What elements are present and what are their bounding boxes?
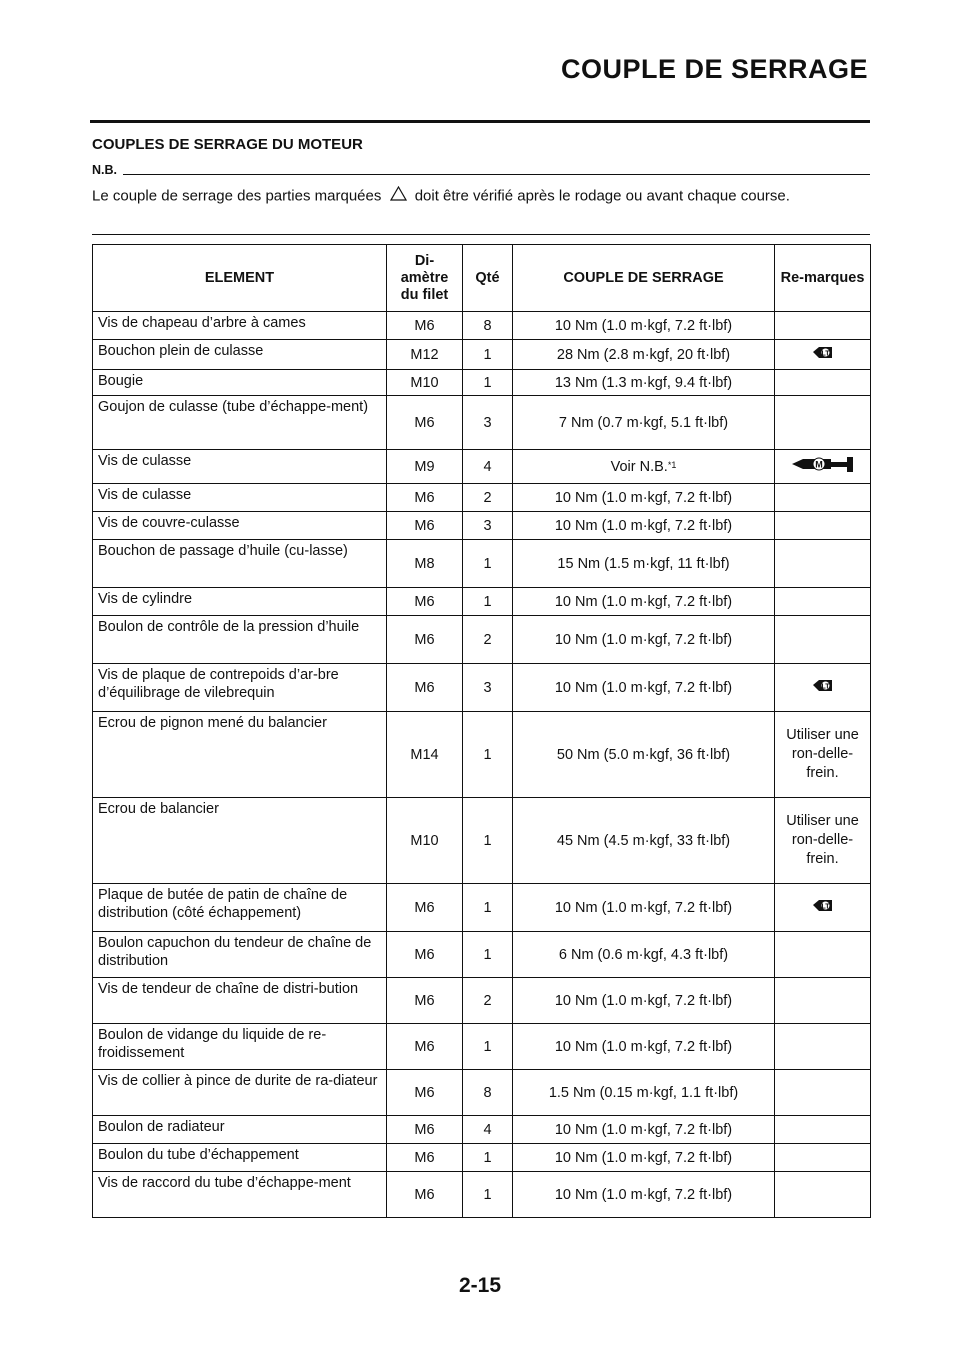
cell-diameter: M6 xyxy=(387,312,463,340)
nb-label: N.B. xyxy=(92,163,123,177)
table-row xyxy=(93,370,871,396)
cell-remarks xyxy=(775,588,871,616)
cell-torque xyxy=(513,1144,775,1172)
cell-remarks xyxy=(775,370,871,396)
nb-note xyxy=(92,186,862,207)
header-qty: Qté xyxy=(463,245,513,312)
cell-remarks xyxy=(775,512,871,540)
cell-remarks xyxy=(775,932,871,978)
table-row xyxy=(93,884,871,932)
table-header-row xyxy=(93,245,871,312)
torque-value: 10 Nm (1.0 m·kgf, 7.2 ft·lbf) xyxy=(554,489,733,506)
molybdenum-oil-icon xyxy=(791,454,855,479)
cell-element: Ecrou de pignon mené du balancier xyxy=(93,712,387,798)
svg-text:LT: LT xyxy=(820,903,830,911)
cell-diameter: M9 xyxy=(387,450,463,484)
torque-value: 10 Nm (1.0 m·kgf, 7.2 ft·lbf) xyxy=(554,593,733,610)
table-row xyxy=(93,1116,871,1144)
table-row xyxy=(93,512,871,540)
cell-qty: 1 xyxy=(463,540,513,588)
cell-element: Plaque de butée de patin de chaîne de distribution (côté échappement) xyxy=(93,884,387,932)
table-row xyxy=(93,664,871,712)
header-remarks: Re-marques xyxy=(775,245,871,312)
triangle-mark-icon xyxy=(390,186,407,207)
torque-value: 10 Nm (1.0 m·kgf, 7.2 ft·lbf) xyxy=(554,679,733,696)
cell-diameter: M6 xyxy=(387,588,463,616)
table-row xyxy=(93,616,871,664)
cell-remarks xyxy=(775,616,871,664)
torque-value: 10 Nm (1.0 m·kgf, 7.2 ft·lbf) xyxy=(554,317,733,334)
cell-remarks xyxy=(775,340,871,370)
torque-value: 50 Nm (5.0 m·kgf, 36 ft·lbf) xyxy=(556,746,731,763)
torque-value: 13 Nm (1.3 m·kgf, 9.4 ft·lbf) xyxy=(554,374,733,391)
cell-remarks xyxy=(775,396,871,450)
cell-diameter: M6 xyxy=(387,1116,463,1144)
cell-element: Boulon de contrôle de la pression d’huile xyxy=(93,616,387,664)
cell-qty: 8 xyxy=(463,312,513,340)
cell-qty: 1 xyxy=(463,370,513,396)
cell-torque xyxy=(513,1024,775,1070)
cell-qty: 1 xyxy=(463,340,513,370)
torque-value: 10 Nm (1.0 m·kgf, 7.2 ft·lbf) xyxy=(554,1121,733,1138)
torque-value: 10 Nm (1.0 m·kgf, 7.2 ft·lbf) xyxy=(554,1038,733,1055)
cell-qty: 2 xyxy=(463,616,513,664)
cell-element: Vis de cylindre xyxy=(93,588,387,616)
svg-text:LT: LT xyxy=(820,350,830,358)
table-row xyxy=(93,798,871,884)
cell-torque xyxy=(513,932,775,978)
table-row xyxy=(93,1172,871,1218)
cell-torque xyxy=(513,588,775,616)
cell-diameter: M6 xyxy=(387,396,463,450)
table-row xyxy=(93,540,871,588)
cell-remarks xyxy=(775,484,871,512)
cell-element: Vis de plaque de contrepoids d’ar-bre d’équilibrage de vilebrequin xyxy=(93,664,387,712)
note-rule xyxy=(92,234,870,235)
cell-qty: 4 xyxy=(463,450,513,484)
table-row xyxy=(93,932,871,978)
cell-diameter: M6 xyxy=(387,978,463,1024)
cell-diameter: M6 xyxy=(387,1070,463,1116)
table-row xyxy=(93,312,871,340)
svg-text:M: M xyxy=(814,459,823,470)
nb-heading xyxy=(92,163,870,179)
cell-remarks xyxy=(775,1116,871,1144)
cell-element: Vis de tendeur de chaîne de distri-bution xyxy=(93,978,387,1024)
torque-value: Voir N.B. xyxy=(610,458,668,475)
cell-remarks xyxy=(775,664,871,712)
cell-qty: 1 xyxy=(463,1172,513,1218)
page-number: 2-15 xyxy=(458,1274,502,1297)
cell-qty: 4 xyxy=(463,1116,513,1144)
cell-remarks xyxy=(775,798,871,884)
torque-value: 28 Nm (2.8 m·kgf, 20 ft·lbf) xyxy=(556,346,731,363)
cell-element: Vis de couvre-culasse xyxy=(93,512,387,540)
torque-value: 10 Nm (1.0 m·kgf, 7.2 ft·lbf) xyxy=(554,517,733,534)
footnote-ref: *1 xyxy=(667,459,677,470)
cell-diameter: M6 xyxy=(387,1024,463,1070)
cell-qty: 3 xyxy=(463,664,513,712)
cell-element: Vis de culasse xyxy=(93,450,387,484)
cell-element: Ecrou de balancier xyxy=(93,798,387,884)
cell-remarks xyxy=(775,1024,871,1070)
svg-text:LT: LT xyxy=(820,683,830,691)
cell-qty: 1 xyxy=(463,588,513,616)
locktite-icon xyxy=(812,896,834,919)
cell-torque xyxy=(513,1172,775,1218)
cell-diameter: M6 xyxy=(387,884,463,932)
cell-torque xyxy=(513,540,775,588)
table-row xyxy=(93,588,871,616)
cell-diameter: M6 xyxy=(387,664,463,712)
cell-element: Bougie xyxy=(93,370,387,396)
cell-torque xyxy=(513,484,775,512)
cell-qty: 2 xyxy=(463,978,513,1024)
cell-torque xyxy=(513,616,775,664)
cell-qty: 1 xyxy=(463,798,513,884)
cell-element: Bouchon plein de culasse xyxy=(93,340,387,370)
table-body xyxy=(93,312,871,1218)
cell-qty: 8 xyxy=(463,1070,513,1116)
cell-diameter: M6 xyxy=(387,512,463,540)
header-element: ELEMENT xyxy=(93,245,387,312)
cell-diameter: M14 xyxy=(387,712,463,798)
cell-remarks xyxy=(775,450,871,484)
cell-element: Goujon de culasse (tube d’échappe-ment) xyxy=(93,396,387,450)
cell-remarks xyxy=(775,712,871,798)
table-row xyxy=(93,978,871,1024)
header-rule xyxy=(90,120,870,123)
cell-element: Boulon de vidange du liquide de re-froidissement xyxy=(93,1024,387,1070)
cell-qty: 1 xyxy=(463,1024,513,1070)
cell-torque xyxy=(513,978,775,1024)
torque-value: 7 Nm (0.7 m·kgf, 5.1 ft·lbf) xyxy=(558,414,729,431)
page-header-title: COUPLE DE SERRAGE xyxy=(560,54,868,84)
torque-value: 10 Nm (1.0 m·kgf, 7.2 ft·lbf) xyxy=(554,1149,733,1166)
torque-value: 6 Nm (0.6 m·kgf, 4.3 ft·lbf) xyxy=(558,946,729,963)
cell-qty: 1 xyxy=(463,932,513,978)
cell-element: Boulon capuchon du tendeur de chaîne de distribution xyxy=(93,932,387,978)
cell-diameter: M6 xyxy=(387,1172,463,1218)
cell-torque xyxy=(513,340,775,370)
cell-qty: 1 xyxy=(463,1144,513,1172)
cell-diameter: M6 xyxy=(387,1144,463,1172)
cell-element: Bouchon de passage d’huile (cu-lasse) xyxy=(93,540,387,588)
note-text-before: Le couple de serrage des parties marquées xyxy=(92,187,382,205)
cell-element: Boulon du tube d’échappement xyxy=(93,1144,387,1172)
remark-text: Utiliser une ron-delle-frein. xyxy=(786,813,859,867)
cell-remarks xyxy=(775,884,871,932)
cell-diameter: M6 xyxy=(387,932,463,978)
torque-value: 15 Nm (1.5 m·kgf, 11 ft·lbf) xyxy=(557,555,730,572)
cell-qty: 1 xyxy=(463,884,513,932)
cell-torque xyxy=(513,1116,775,1144)
nb-rule xyxy=(92,174,870,175)
table-row xyxy=(93,1144,871,1172)
cell-qty: 2 xyxy=(463,484,513,512)
cell-diameter: M8 xyxy=(387,540,463,588)
cell-remarks xyxy=(775,978,871,1024)
cell-remarks xyxy=(775,1144,871,1172)
cell-element: Vis de culasse xyxy=(93,484,387,512)
cell-diameter: M10 xyxy=(387,798,463,884)
cell-torque xyxy=(513,450,775,484)
remark-text: Utiliser une ron-delle-frein. xyxy=(786,727,859,781)
cell-qty: 3 xyxy=(463,396,513,450)
cell-diameter: M6 xyxy=(387,484,463,512)
cell-remarks xyxy=(775,1172,871,1218)
cell-element: Vis de raccord du tube d’échappe-ment xyxy=(93,1172,387,1218)
table-row xyxy=(93,1070,871,1116)
cell-element: Vis de collier à pince de durite de ra-diateur xyxy=(93,1070,387,1116)
table-row xyxy=(93,1024,871,1070)
locktite-icon xyxy=(812,343,834,366)
torque-table xyxy=(92,244,871,1218)
cell-remarks xyxy=(775,312,871,340)
torque-value: 10 Nm (1.0 m·kgf, 7.2 ft·lbf) xyxy=(554,1186,733,1203)
cell-diameter: M12 xyxy=(387,340,463,370)
locktite-icon xyxy=(812,676,834,699)
cell-qty: 1 xyxy=(463,712,513,798)
cell-torque xyxy=(513,312,775,340)
cell-remarks xyxy=(775,540,871,588)
cell-remarks xyxy=(775,1070,871,1116)
table-row xyxy=(93,450,871,484)
header-diameter: Di-amètre du filet xyxy=(387,245,463,312)
cell-qty: 3 xyxy=(463,512,513,540)
torque-value: 10 Nm (1.0 m·kgf, 7.2 ft·lbf) xyxy=(554,992,733,1009)
table-row xyxy=(93,484,871,512)
cell-torque xyxy=(513,370,775,396)
torque-value: 10 Nm (1.0 m·kgf, 7.2 ft·lbf) xyxy=(554,899,733,916)
cell-torque xyxy=(513,798,775,884)
cell-torque xyxy=(513,664,775,712)
table-row xyxy=(93,340,871,370)
cell-torque xyxy=(513,712,775,798)
torque-value: 45 Nm (4.5 m·kgf, 33 ft·lbf) xyxy=(556,832,731,849)
cell-torque xyxy=(513,884,775,932)
cell-diameter: M10 xyxy=(387,370,463,396)
cell-element: Boulon de radiateur xyxy=(93,1116,387,1144)
table-row xyxy=(93,396,871,450)
cell-diameter: M6 xyxy=(387,616,463,664)
note-text-after: doit être vérifié après le rodage ou avant chaque course. xyxy=(414,187,790,205)
torque-value: 1.5 Nm (0.15 m·kgf, 1.1 ft·lbf) xyxy=(548,1084,739,1101)
cell-element: Vis de chapeau d’arbre à cames xyxy=(93,312,387,340)
cell-torque xyxy=(513,1070,775,1116)
table-row xyxy=(93,712,871,798)
torque-value: 10 Nm (1.0 m·kgf, 7.2 ft·lbf) xyxy=(554,631,733,648)
cell-torque xyxy=(513,512,775,540)
header-torque: COUPLE DE SERRAGE xyxy=(513,245,775,312)
cell-torque xyxy=(513,396,775,450)
section-title: COUPLES DE SERRAGE DU MOTEUR xyxy=(92,136,363,153)
